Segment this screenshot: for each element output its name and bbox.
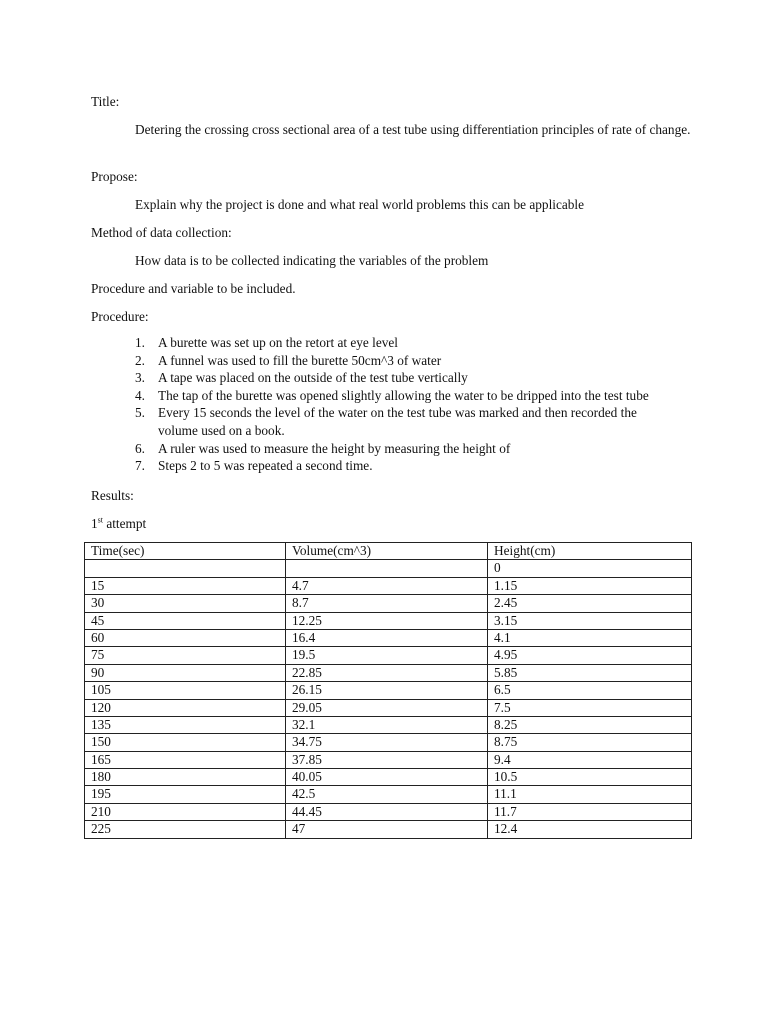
propose-text: Explain why the project is done and what real world problems this can be applicable — [135, 197, 585, 212]
cell-height: 2.45 — [488, 595, 692, 612]
title-label: Title: — [91, 94, 120, 109]
cell-height: 8.25 — [488, 716, 692, 733]
cell-height: 6.5 — [488, 682, 692, 699]
table-row — [85, 821, 692, 838]
table-row — [85, 629, 692, 646]
step-text: A burette was set up on the retort at eye level — [158, 335, 398, 350]
table-row — [85, 786, 692, 803]
cell-height: 5.85 — [488, 664, 692, 681]
cell-volume: 26.15 — [286, 682, 488, 699]
step-text: A ruler was used to measure the height by measuring the height of — [158, 440, 511, 456]
header-height: Height(cm) — [488, 543, 692, 560]
cell-volume: 40.05 — [286, 769, 488, 786]
cell-time: 135 — [85, 716, 286, 733]
procedure-step — [0, 457, 678, 475]
step-number: 5. — [135, 405, 145, 421]
cell-time: 75 — [85, 647, 286, 664]
cell-time: 45 — [85, 612, 286, 629]
table-row — [85, 682, 692, 699]
cell-volume — [286, 560, 488, 577]
table-row — [85, 699, 692, 716]
cell-volume: 22.85 — [286, 664, 488, 681]
table-row — [85, 647, 692, 664]
cell-time: 90 — [85, 664, 286, 681]
cell-time: 105 — [85, 682, 286, 699]
attempt-label — [91, 515, 146, 532]
cell-height: 0 — [488, 560, 692, 577]
attempt-number: 1 — [91, 516, 98, 531]
results-label: Results: — [91, 488, 134, 503]
table-row — [85, 560, 692, 577]
cell-time: 60 — [85, 629, 286, 646]
procedure-step — [0, 440, 678, 458]
cell-time — [85, 560, 286, 577]
step-number: 6. — [135, 440, 145, 456]
procedure-step — [0, 352, 678, 370]
table-row — [85, 734, 692, 751]
cell-time: 195 — [85, 786, 286, 803]
cell-height: 3.15 — [488, 612, 692, 629]
cell-volume: 12.25 — [286, 612, 488, 629]
step-text: Every 15 seconds the level of the water on the test tube was marked and then recorded the volume used on a book. — [158, 405, 637, 438]
cell-height: 7.5 — [488, 699, 692, 716]
cell-time: 120 — [85, 699, 286, 716]
cell-time: 210 — [85, 803, 286, 820]
table-row — [85, 751, 692, 768]
procedure-step — [0, 369, 678, 387]
procedure-list — [0, 334, 700, 475]
table-row — [85, 595, 692, 612]
procedure-step — [0, 334, 678, 352]
attempt-suffix: st — [97, 515, 103, 525]
cell-height: 4.1 — [488, 629, 692, 646]
cell-height: 10.5 — [488, 769, 692, 786]
table-row — [85, 664, 692, 681]
cell-volume: 19.5 — [286, 647, 488, 664]
results-table — [84, 542, 692, 839]
cell-time: 180 — [85, 769, 286, 786]
header-time: Time(sec) — [85, 543, 286, 560]
procedure-step — [0, 404, 678, 439]
title-text — [91, 121, 691, 138]
table-body — [85, 560, 692, 838]
step-text: Steps 2 to 5 was repeated a second time. — [158, 458, 373, 474]
cell-volume: 44.45 — [286, 803, 488, 820]
cell-volume: 37.85 — [286, 751, 488, 768]
step-text: The tap of the burette was opened slightly allowing the water to be dripped into the test tube — [158, 387, 649, 403]
cell-volume: 32.1 — [286, 716, 488, 733]
step-text: A tape was placed on the outside of the test tube vertically — [158, 370, 468, 386]
cell-height: 4.95 — [488, 647, 692, 664]
step-text: A funnel was used to fill the burette 50cm^3 of water — [158, 352, 442, 368]
cell-volume: 29.05 — [286, 699, 488, 716]
cell-height: 11.1 — [488, 786, 692, 803]
method-text: How data is to be collected indicating the variables of the problem — [135, 253, 489, 268]
procedure-label: Procedure: — [91, 309, 149, 324]
attempt-text: attempt — [103, 516, 147, 531]
cell-volume: 42.5 — [286, 786, 488, 803]
propose-label: Propose: — [91, 169, 138, 184]
cell-height: 12.4 — [488, 821, 692, 838]
step-number: 2. — [135, 352, 145, 368]
step-number: 4. — [135, 387, 145, 403]
table-row — [85, 577, 692, 594]
cell-time: 150 — [85, 734, 286, 751]
cell-time: 165 — [85, 751, 286, 768]
step-number: 1. — [135, 335, 145, 350]
header-volume: Volume(cm^3) — [286, 543, 488, 560]
cell-volume: 16.4 — [286, 629, 488, 646]
step-number: 3. — [135, 370, 145, 386]
cell-volume: 4.7 — [286, 577, 488, 594]
cell-volume: 47 — [286, 821, 488, 838]
table-row — [85, 716, 692, 733]
cell-height: 9.4 — [488, 751, 692, 768]
method-label: Method of data collection: — [91, 225, 232, 240]
cell-height: 8.75 — [488, 734, 692, 751]
step-number: 7. — [135, 458, 145, 474]
cell-volume: 34.75 — [286, 734, 488, 751]
cell-height: 11.7 — [488, 803, 692, 820]
cell-time: 225 — [85, 821, 286, 838]
table-row — [85, 769, 692, 786]
table-header-row — [85, 543, 692, 560]
table-row — [85, 612, 692, 629]
title-text-content: Detering the crossing cross sectional area of a test tube using differentiation principles of rate of change. — [135, 122, 691, 137]
cell-time: 15 — [85, 577, 286, 594]
cell-time: 30 — [85, 595, 286, 612]
procedure-step — [0, 387, 678, 405]
cell-volume: 8.7 — [286, 595, 488, 612]
procedure-variable-label: Procedure and variable to be included. — [91, 281, 296, 296]
cell-height: 1.15 — [488, 577, 692, 594]
table-row — [85, 803, 692, 820]
